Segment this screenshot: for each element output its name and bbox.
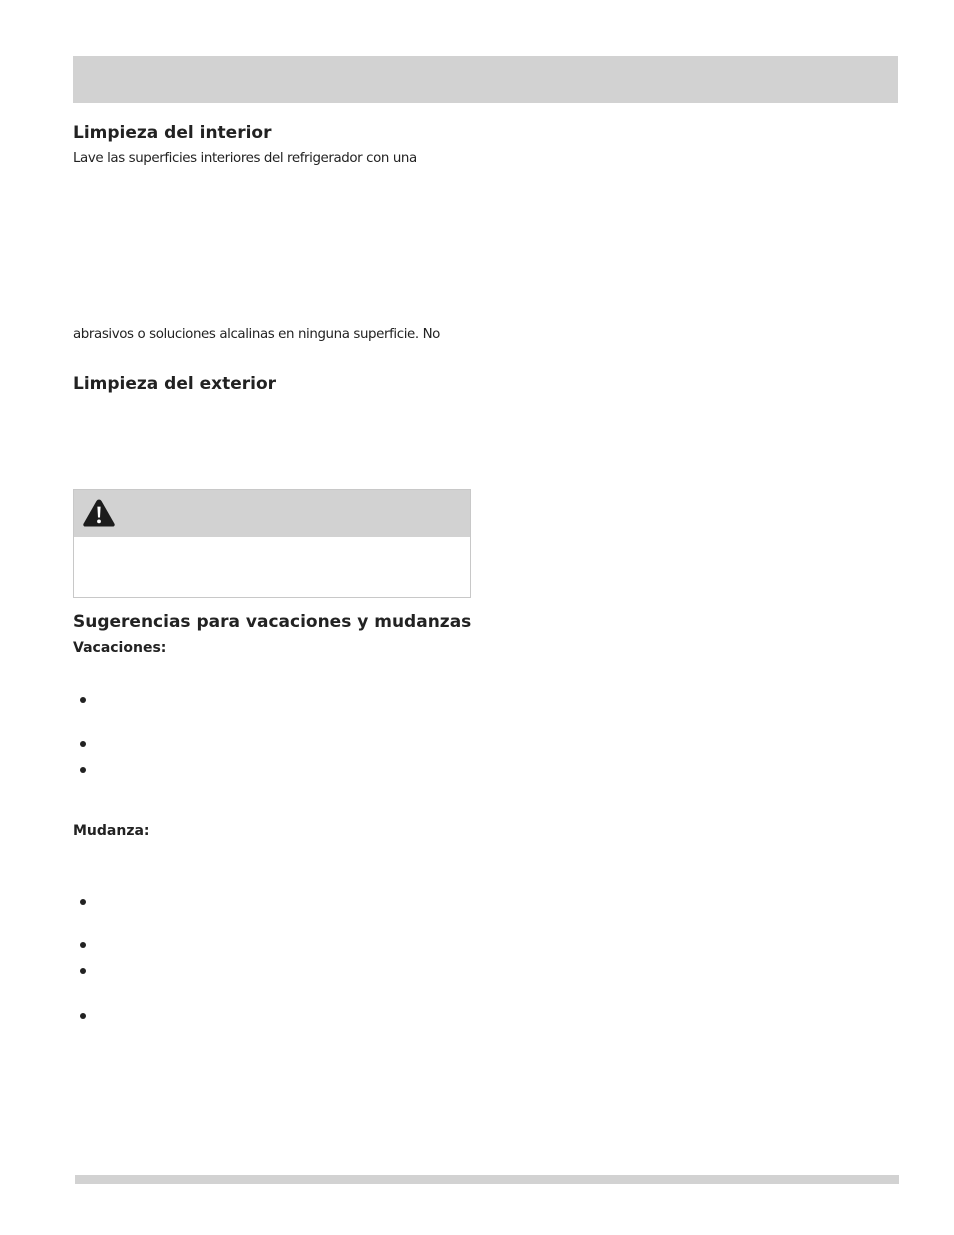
warning-box: [73, 489, 471, 598]
exterior-heading: Limpieza del exterior: [73, 374, 277, 394]
moving-bullet-4: [80, 1013, 86, 1019]
vacations-bullet-1: [80, 697, 86, 703]
vacations-bullet-2: [80, 741, 86, 747]
moving-label: Mudanza:: [73, 823, 150, 839]
moving-bullet-2: [80, 942, 86, 948]
warning-triangle-icon: [82, 498, 116, 528]
vacations-label: Vacaciones:: [73, 640, 167, 656]
vacations-bullet-3: [80, 767, 86, 773]
moving-bullet-1: [80, 899, 86, 905]
interior-heading: Limpieza del interior: [73, 123, 272, 143]
warning-box-header: [74, 490, 470, 537]
interior-text-line-2: abrasivos o soluciones alcalinas en ninguna superficie. No: [73, 327, 440, 342]
moving-bullet-3: [80, 968, 86, 974]
interior-text-line-1: Lave las superficies interiores del refrigerador con una: [73, 151, 417, 166]
header-bar: [73, 56, 898, 103]
vacations-moving-heading: Sugerencias para vacaciones y mudanzas: [73, 612, 472, 632]
footer-bar: [75, 1175, 899, 1184]
